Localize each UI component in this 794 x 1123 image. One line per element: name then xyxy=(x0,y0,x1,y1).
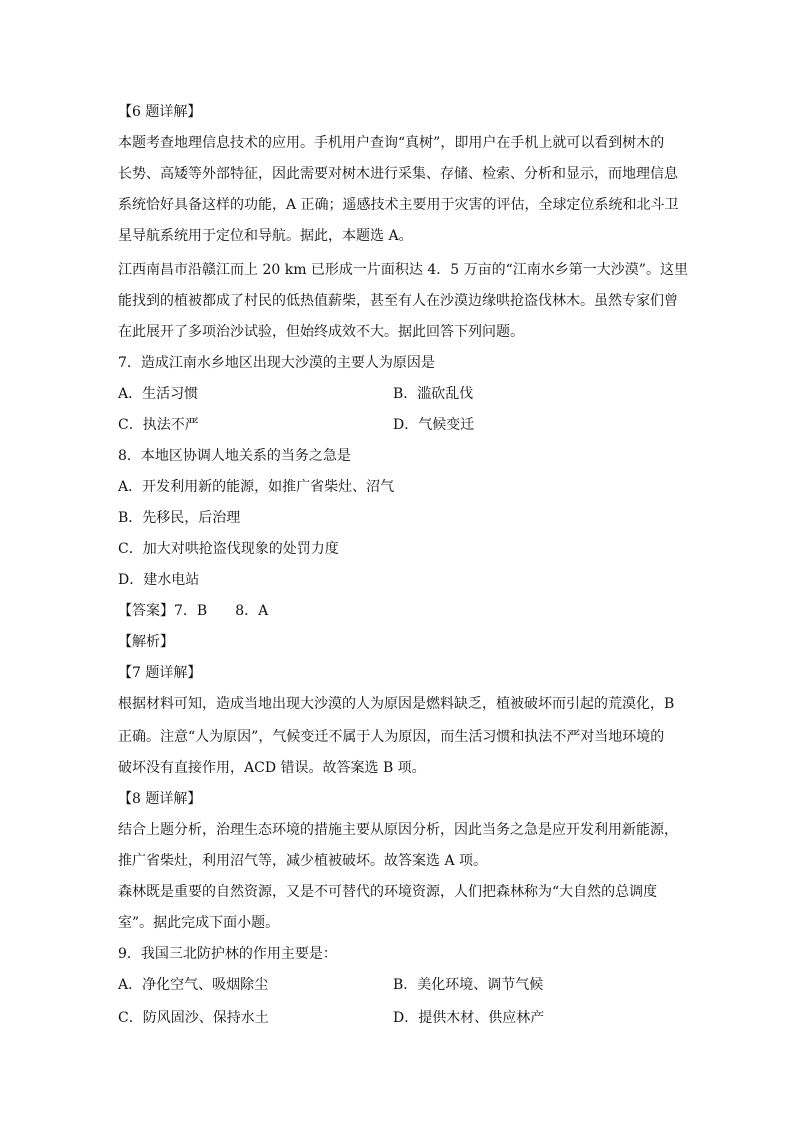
q8-option-d: D．建水电站 xyxy=(118,572,200,588)
paragraph-line: 结合上题分析，治理生态环境的措施主要从原因分析，因此当务之急是应开发利用新能源， xyxy=(118,822,678,838)
analysis-heading: 【解析】 xyxy=(118,634,174,650)
paragraph-line: 根据材料可知，造成当地出现大沙漠的人为原因是燃料缺乏，植被破坏而引起的荒漠化，B xyxy=(118,696,675,712)
paragraph-line: 破坏没有直接作用，ACD 错误。故答案选 B 项。 xyxy=(118,760,426,776)
paragraph-line: 长势、高矮等外部特征，因此需要对树木进行采集、存储、检索、分析和显示，而地理信息 xyxy=(118,166,678,182)
section-heading-q8: 【8 题详解】 xyxy=(118,791,202,807)
paragraph-line: 江西南昌市沿赣江而上 20 km 已形成一片面积达 4．5 万亩的“江南水乡第一大沙漠”。这里 xyxy=(118,262,688,278)
paragraph-line: 本题考查地理信息技术的应用。手机用户查询“真树”，即用户在手机上就可以看到树木的 xyxy=(118,135,665,151)
section-heading-q6: 【6 题详解】 xyxy=(118,104,202,120)
paragraph-line: 推广省柴灶，利用沼气等，减少植被破坏。故答案选 A 项。 xyxy=(118,853,488,869)
question-7: 7．造成江南水乡地区出现大沙漠的主要人为原因是 xyxy=(118,355,435,371)
question-9: 9．我国三北防护林的作用主要是： xyxy=(118,946,337,962)
q9-option-d: D．提供木材、供应林产 xyxy=(393,1010,545,1026)
paragraph-line: 星导航系统用于定位和导航。据此，本题选 A。 xyxy=(118,228,413,244)
q7-option-b: B．滥砍乱伐 xyxy=(393,386,474,402)
q8-option-b: B．先移民，后治理 xyxy=(118,510,241,526)
paragraph-line: 室”。据此完成下面小题。 xyxy=(118,915,280,931)
q8-option-a: A．开发利用新的能源，如推广省柴灶、沼气 xyxy=(118,479,395,495)
q7-option-a: A．生活习惯 xyxy=(118,386,199,402)
q9-option-b: B．美化环境、调节气候 xyxy=(393,977,544,993)
paragraph-line: 能找到的植被都成了村民的低热值薪柴，甚至有人在沙漠边缘哄抢盗伐林木。虽然专家们曾 xyxy=(118,293,678,309)
paragraph-line: 系统恰好具备这样的功能，A 正确；遥感技术主要用于灾害的评估，全球定位系统和北斗卫 xyxy=(118,197,679,213)
q8-option-c: C．加大对哄抢盗伐现象的处罚力度 xyxy=(118,541,339,557)
q9-option-c: C．防风固沙、保持水土 xyxy=(118,1010,269,1026)
q9-option-a: A．净化空气、吸烟除尘 xyxy=(118,977,269,993)
q7-option-c: C．执法不严 xyxy=(118,417,199,433)
paragraph-line: 森林既是重要的自然资源，又是不可替代的环境资源，人们把森林称为“大自然的总调度 xyxy=(118,884,658,900)
paragraph-line: 正确。注意“人为原因”，气候变迁不属于人为原因，而生活习惯和执法不严对当地环境的 xyxy=(118,729,665,745)
answer-line: 【答案】7．B 8．A xyxy=(118,603,269,619)
section-heading-q7: 【7 题详解】 xyxy=(118,665,202,681)
paragraph-line: 在此展开了多项治沙试验，但始终成效不大。据此回答下列问题。 xyxy=(118,324,524,340)
q7-option-d: D．气候变迁 xyxy=(393,417,475,433)
question-8: 8．本地区协调人地关系的当务之急是 xyxy=(118,448,351,464)
